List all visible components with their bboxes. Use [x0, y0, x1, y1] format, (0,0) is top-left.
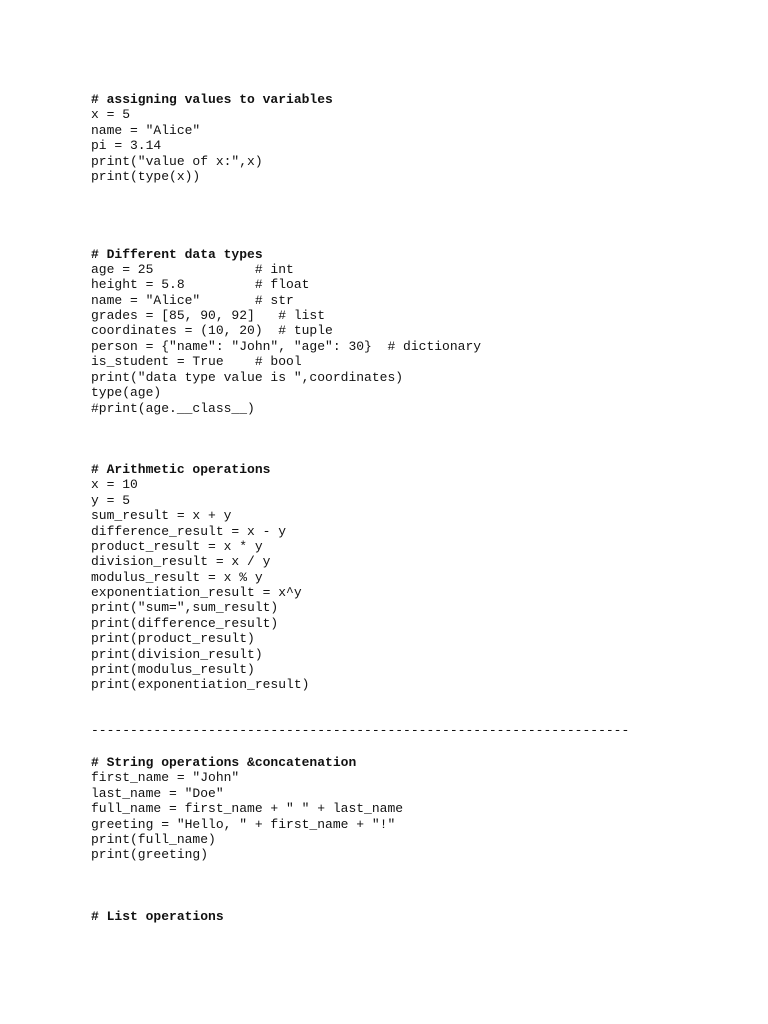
- code-line: first_name = "John": [91, 770, 240, 785]
- separator-line: ---------------------------------------------------------------------: [91, 723, 630, 738]
- code-line: print("sum=",sum_result): [91, 600, 279, 615]
- code-line: print(division_result): [91, 647, 263, 662]
- code-line: difference_result = x - y: [91, 524, 287, 539]
- code-line: name = "Alice": [91, 123, 201, 138]
- code-line: print(modulus_result): [91, 662, 255, 677]
- code-line: modulus_result = x % y: [91, 570, 263, 585]
- code-line: print(greeting): [91, 847, 209, 862]
- code-line: print(product_result): [91, 631, 255, 646]
- code-line: exponentiation_result = x^y: [91, 585, 302, 600]
- code-line: person = {"name": "John", "age": 30} # dictionary: [91, 339, 482, 354]
- code-line: height = 5.8 # float: [91, 277, 310, 292]
- code-line: sum_result = x + y: [91, 508, 232, 523]
- section-heading-lists: # List operations: [91, 909, 224, 924]
- section-heading-variables: # assigning values to variables: [91, 92, 333, 107]
- code-line: print(full_name): [91, 832, 216, 847]
- code-line: #print(age.__class__): [91, 401, 255, 416]
- code-line: type(age): [91, 385, 162, 400]
- code-line: x = 10: [91, 477, 138, 492]
- code-line: pi = 3.14: [91, 138, 162, 153]
- code-line: x = 5: [91, 107, 131, 122]
- code-line: greeting = "Hello, " + first_name + "!": [91, 817, 396, 832]
- code-line: print(difference_result): [91, 616, 279, 631]
- code-line: age = 25 # int: [91, 262, 294, 277]
- code-line: print("value of x:",x): [91, 154, 263, 169]
- section-heading-data-types: # Different data types: [91, 247, 263, 262]
- section-heading-arithmetic: # Arithmetic operations: [91, 462, 271, 477]
- code-line: name = "Alice" # str: [91, 293, 294, 308]
- code-line: print(type(x)): [91, 169, 201, 184]
- section-heading-strings: # String operations &concatenation: [91, 755, 357, 770]
- code-line: last_name = "Doe": [91, 786, 224, 801]
- code-line: full_name = first_name + " " + last_name: [91, 801, 404, 816]
- code-line: print(exponentiation_result): [91, 677, 310, 692]
- code-line: division_result = x / y: [91, 554, 271, 569]
- code-line: coordinates = (10, 20) # tuple: [91, 323, 333, 338]
- code-line: is_student = True # bool: [91, 354, 302, 369]
- code-line: product_result = x * y: [91, 539, 263, 554]
- code-line: y = 5: [91, 493, 131, 508]
- code-line: grades = [85, 90, 92] # list: [91, 308, 326, 323]
- code-line: print("data type value is ",coordinates): [91, 370, 404, 385]
